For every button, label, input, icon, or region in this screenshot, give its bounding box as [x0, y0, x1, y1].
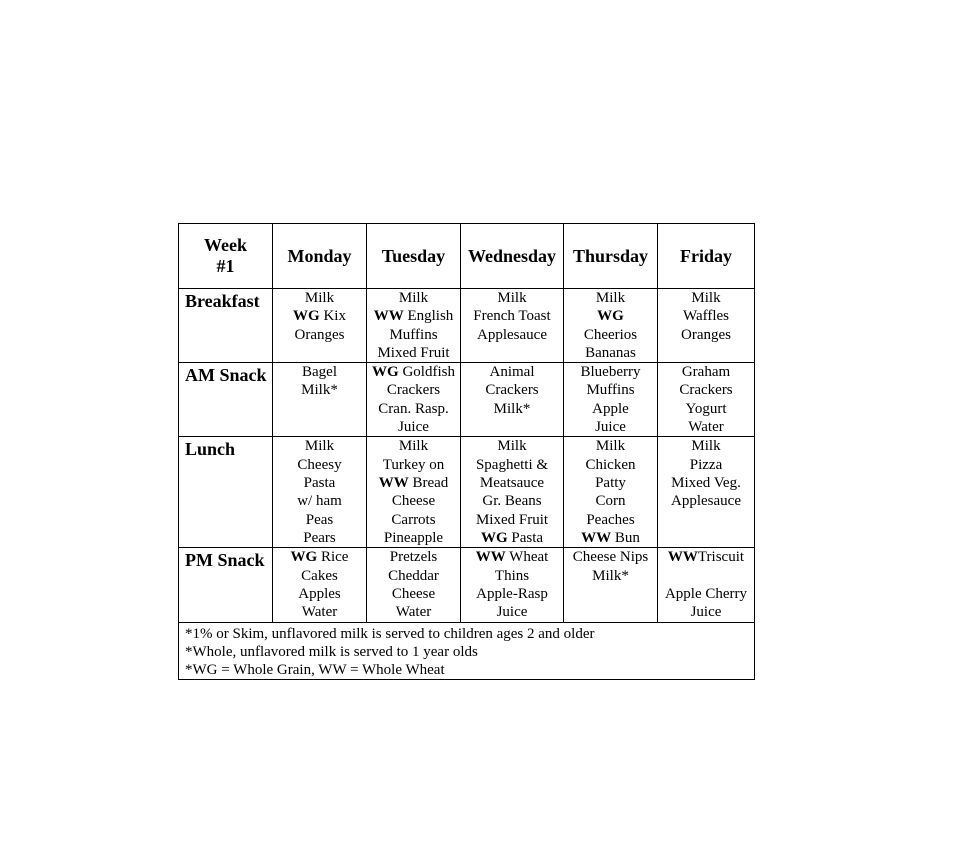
menu-cell-thursday — [564, 289, 658, 363]
grain-tag: WG — [290, 549, 318, 566]
menu-item-line — [658, 381, 754, 399]
menu-item-text: Graham — [681, 364, 731, 381]
menu-item-text: Peaches — [586, 511, 635, 528]
menu-cell-monday — [273, 437, 367, 548]
menu-item-line — [461, 511, 563, 529]
menu-item-text: Oranges — [681, 326, 731, 343]
menu-item-text: Milk — [595, 290, 626, 306]
menu-item-text: Yogurt — [685, 400, 727, 417]
menu-item-line — [564, 307, 657, 325]
menu-item-line — [658, 492, 754, 510]
menu-item-line — [367, 344, 460, 362]
meal-row — [179, 548, 755, 622]
day-header-wednesday: Wednesday — [461, 224, 564, 289]
menu-item-line — [564, 492, 657, 510]
menu-item-line — [273, 381, 366, 399]
grain-tag: WW — [373, 308, 404, 325]
menu-item-line — [564, 418, 657, 436]
menu-item-line — [658, 567, 754, 585]
menu-item-line — [658, 418, 754, 436]
menu-item-text: Blueberry — [580, 364, 641, 381]
menu-item-line — [564, 326, 657, 344]
grain-tag: WG — [480, 529, 508, 546]
meal-name: PM Snack — [179, 548, 273, 622]
menu-cell-tuesday — [367, 548, 461, 622]
menu-item-line — [367, 289, 460, 307]
menu-item-line — [367, 307, 460, 325]
menu-item-line — [658, 603, 754, 621]
menu-item-text: Crackers — [386, 382, 441, 399]
menu-item-text: Pasta — [303, 474, 336, 491]
menu-item-text: Water — [688, 419, 724, 436]
menu-item-text: Rice — [317, 549, 349, 566]
menu-item-text: English — [403, 308, 454, 325]
menu-item-text: Chicken — [585, 456, 636, 473]
menu-item-text: Carrots — [391, 511, 436, 528]
menu-item-text: Corn — [595, 493, 626, 510]
menu-item-text: Muffins — [586, 382, 635, 399]
menu-item-text: Mixed Fruit — [475, 511, 549, 528]
menu-cell-thursday — [564, 437, 658, 548]
menu-item-text: Cheese — [391, 585, 436, 602]
menu-item-text: Oranges — [294, 326, 345, 343]
menu-cell-wednesday — [461, 548, 564, 622]
menu-item-text: Milk — [691, 290, 721, 306]
menu-item-text: Applesauce — [477, 326, 547, 343]
menu-item-line — [658, 307, 754, 325]
menu-item-line — [273, 474, 366, 492]
menu-item-line — [564, 344, 657, 362]
menu-item-text: Water — [301, 604, 338, 621]
menu-item-text: Applesauce — [671, 493, 741, 510]
menu-item-line — [367, 548, 460, 566]
grain-tag: WG — [293, 308, 320, 325]
menu-item-line — [367, 437, 460, 455]
menu-item-line — [658, 400, 754, 418]
day-header-friday: Friday — [658, 224, 755, 289]
meal-name: Breakfast — [179, 289, 273, 363]
menu-item-text: Milk* — [301, 382, 338, 399]
menu-item-line — [461, 326, 563, 344]
menu-item-line — [367, 326, 460, 344]
menu-item-line — [273, 437, 366, 455]
menu-item-text: Cran. Rasp. — [378, 400, 449, 417]
menu-item-line — [564, 381, 657, 399]
grain-tag: WG — [597, 308, 624, 325]
menu-item-text: Triscuit — [697, 549, 745, 566]
meal-name: AM Snack — [179, 363, 273, 437]
meal-row — [179, 363, 755, 437]
menu-item-text: Patty — [595, 474, 626, 491]
menu-item-text: Wheat — [505, 549, 549, 566]
menu-item-text: Apple-Rasp — [476, 585, 548, 602]
menu-item-line — [273, 567, 366, 585]
week-number: #1 — [216, 256, 235, 276]
menu-cell-wednesday — [461, 363, 564, 437]
menu-item-line — [273, 603, 366, 621]
menu-item-line — [461, 381, 563, 399]
menu-item-line — [367, 474, 460, 492]
menu-item-text: Mixed Fruit — [377, 344, 450, 361]
menu-item-text: Kix — [319, 308, 346, 325]
menu-item-text: Cheese — [391, 493, 436, 510]
menu-item-text: Water — [395, 604, 432, 621]
menu-item-text: Peas — [305, 511, 334, 528]
menu-item-text: Cheesy — [297, 456, 342, 473]
menu-item-text: Milk* — [592, 567, 629, 584]
menu-cell-thursday — [564, 363, 658, 437]
menu-item-line — [367, 585, 460, 603]
menu-item-line — [564, 456, 657, 474]
menu-item-line — [273, 529, 366, 547]
menu-item-line — [273, 585, 366, 603]
menu-item-line — [564, 567, 657, 585]
menu-item-line — [273, 456, 366, 474]
menu-item-line — [461, 437, 563, 455]
menu-cell-friday — [658, 437, 755, 548]
menu-item-line — [564, 437, 657, 455]
menu-item-line — [658, 363, 754, 381]
menu-cell-monday — [273, 548, 367, 622]
menu-item-text: Pears — [303, 529, 336, 546]
menu-item-text: Milk — [691, 438, 721, 455]
menu-item-line — [273, 548, 366, 566]
menu-cell-tuesday — [367, 289, 461, 363]
menu-item-text: Bagel — [302, 364, 337, 381]
menu-item-line — [273, 289, 366, 307]
menu-item-text: Juice — [595, 419, 626, 436]
meal-name: Lunch — [179, 437, 273, 548]
menu-item-line — [461, 529, 563, 547]
menu-item-text: Cheerios — [583, 326, 638, 343]
menu-item-text: Apples — [298, 585, 341, 602]
menu-cell-tuesday — [367, 363, 461, 437]
week-label: Week — [204, 235, 247, 255]
menu-item-text: French Toast — [473, 308, 551, 325]
menu-item-line — [367, 529, 460, 547]
menu-item-line — [273, 511, 366, 529]
menu-item-text: Gr. Beans — [482, 493, 542, 510]
menu-item-text: Crackers — [485, 382, 539, 399]
menu-item-text: Milk — [304, 290, 335, 306]
menu-item-text: Goldfish — [398, 364, 455, 381]
menu-item-line — [367, 567, 460, 585]
menu-item-line — [564, 474, 657, 492]
menu-cell-monday — [273, 363, 367, 437]
menu-item-line — [367, 381, 460, 399]
menu-item-line — [658, 437, 754, 455]
menu-item-line — [461, 474, 563, 492]
menu-item-text: Pasta — [507, 529, 544, 546]
menu-item-line — [658, 585, 754, 603]
menu-item-line — [564, 548, 657, 566]
week-header-cell — [179, 224, 273, 289]
day-header-monday: Monday — [273, 224, 367, 289]
menu-cell-tuesday — [367, 437, 461, 548]
menu-item-text: Pizza — [689, 456, 723, 473]
menu-item-text: Spaghetti & — [475, 456, 549, 473]
menu-item-text: w/ ham — [297, 493, 342, 510]
grain-tag: WW — [475, 549, 506, 566]
menu-item-line — [367, 492, 460, 510]
menu-item-line — [367, 418, 460, 436]
menu-item-text: Pineapple — [383, 529, 444, 546]
menu-item-line — [367, 400, 460, 418]
note-milk-1-year: *Whole, unflavored milk is served to 1 year olds — [185, 643, 478, 660]
menu-item-line — [367, 603, 460, 621]
menu-item-text: Animal — [489, 364, 535, 381]
grain-tag: WW — [581, 529, 612, 546]
menu-item-line — [273, 363, 366, 381]
menu-item-text: Milk* — [493, 400, 531, 417]
menu-item-line — [658, 326, 754, 344]
menu-item-text: Apple Cherry — [664, 585, 748, 602]
menu-item-text: Meatsauce — [479, 474, 545, 491]
weekly-menu-table — [178, 223, 755, 680]
menu-item-line — [461, 585, 563, 603]
menu-item-line — [658, 289, 754, 307]
menu-item-text: Juice — [496, 604, 528, 621]
grain-tag: WW — [667, 549, 698, 566]
menu-item-line — [658, 548, 754, 566]
menu-cell-friday — [658, 289, 755, 363]
menu-item-text: Milk — [497, 290, 527, 306]
menu-item-text: Milk — [595, 438, 626, 455]
menu-item-text: Juice — [690, 604, 722, 621]
day-header-thursday: Thursday — [564, 224, 658, 289]
menu-item-text: Cakes — [301, 567, 338, 584]
menu-item-line — [461, 289, 563, 307]
menu-item-line — [367, 511, 460, 529]
menu-cell-friday — [658, 548, 755, 622]
menu-item-line — [273, 492, 366, 510]
menu-item-line — [461, 307, 563, 325]
menu-item-text: Milk — [398, 438, 429, 455]
grain-tag: WW — [378, 474, 409, 491]
menu-item-text: Bananas — [585, 344, 636, 361]
menu-cell-thursday — [564, 548, 658, 622]
meal-row — [179, 437, 755, 548]
menu-item-line — [564, 400, 657, 418]
menu-item-text: Mixed Veg. — [671, 474, 741, 491]
menu-item-text: Cheddar — [388, 567, 439, 584]
menu-item-text: Cheese Nips — [572, 549, 649, 566]
menu-item-text: Thins — [494, 567, 530, 584]
menu-item-line — [461, 603, 563, 621]
menu-item-text: Waffles — [683, 308, 729, 325]
menu-item-line — [273, 326, 366, 344]
menu-cell-monday — [273, 289, 367, 363]
note-abbreviations: *WG = Whole Grain, WW = Whole Wheat — [185, 661, 445, 678]
menu-item-line — [367, 456, 460, 474]
menu-item-line — [564, 363, 657, 381]
menu-item-line — [461, 363, 563, 381]
menu-cell-wednesday — [461, 437, 564, 548]
menu-item-line — [564, 511, 657, 529]
menu-item-line — [461, 548, 563, 566]
menu-item-text: Milk — [398, 290, 429, 306]
menu-item-text: Crackers — [679, 382, 733, 399]
menu-item-text: Apple — [592, 400, 629, 417]
menu-item-line — [461, 492, 563, 510]
menu-item-text: Bread — [408, 474, 449, 491]
menu-item-line — [461, 456, 563, 474]
menu-item-line — [658, 474, 754, 492]
menu-item-text: Pretzels — [389, 549, 438, 566]
menu-item-text: Bun — [611, 529, 640, 546]
header-row — [179, 224, 755, 289]
menu-cell-wednesday — [461, 289, 564, 363]
notes-cell — [179, 622, 755, 679]
menu-item-line — [273, 307, 366, 325]
menu-item-line — [658, 456, 754, 474]
menu-item-line — [461, 400, 563, 418]
grain-tag: WG — [372, 364, 399, 381]
notes-row — [179, 622, 755, 679]
menu-cell-friday — [658, 363, 755, 437]
menu-item-text: Muffins — [389, 326, 438, 343]
menu-item-line — [564, 289, 657, 307]
menu-item-line — [461, 567, 563, 585]
menu-item-text: Turkey on — [382, 456, 445, 473]
day-header-tuesday: Tuesday — [367, 224, 461, 289]
meal-row — [179, 289, 755, 363]
menu-item-text: Milk — [497, 438, 527, 455]
menu-item-line — [367, 363, 460, 381]
menu-item-text: Juice — [398, 419, 429, 436]
menu-item-line — [564, 529, 657, 547]
note-milk-2-and-older: *1% or Skim, unflavored milk is served to children ages 2 and older — [185, 625, 595, 642]
menu-item-text: Milk — [304, 438, 335, 455]
